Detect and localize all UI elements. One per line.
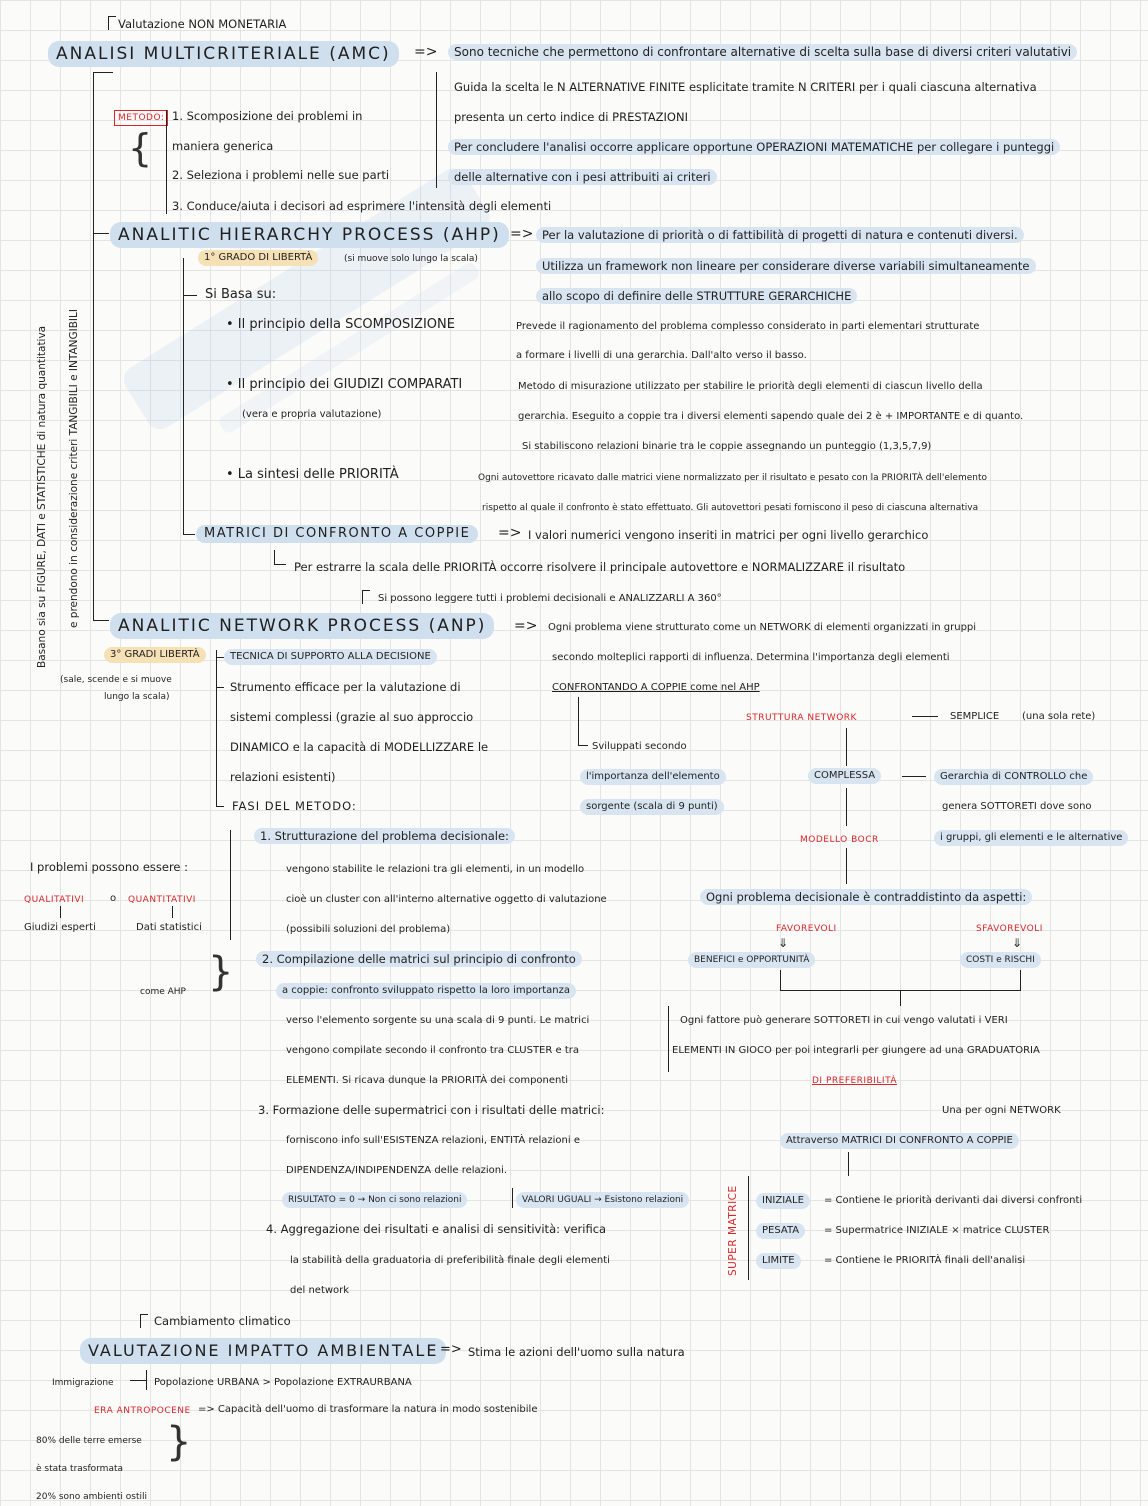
ahp-giudizi: • Il principio dei GIUDIZI COMPARATI bbox=[226, 377, 463, 392]
fase-1-body-1: cioè un cluster con all'interno alternative oggetto di valutazione bbox=[286, 894, 607, 905]
anp-complessa-desc-2: i gruppi, gli elementi e le alternative bbox=[934, 830, 1128, 846]
fase-3-head: 3. Formazione delle supermatrici con i risultati delle matrici: bbox=[258, 1103, 605, 1117]
anp-title: ANALITIC NETWORK PROCESS (ANP) bbox=[110, 613, 494, 639]
fase-1-body-0: vengono stabilite le relazioni tra gli elementi, in un modello bbox=[286, 864, 585, 875]
fase-2-body-1: verso l'elemento sorgente su una scala di 9 punti. Le matrici bbox=[286, 1015, 590, 1026]
anp-arrow: => bbox=[514, 618, 538, 634]
metodo-item-1: 1. Scomposizione dei problemi in bbox=[172, 109, 363, 123]
supermatrice-pesata-name: PESATA bbox=[756, 1223, 805, 1239]
fase-4-head: 4. Aggregazione dei risultati e analisi di sensitività: verifica bbox=[266, 1222, 607, 1236]
supermatrice-iniziale-name: INIZIALE bbox=[756, 1193, 810, 1209]
anp-come-ahp: come AHP bbox=[140, 987, 186, 997]
anp-tecnica: TECNICA DI SUPPORTO ALLA DECISIONE bbox=[224, 649, 437, 665]
via-immigrazione: Immigrazione bbox=[52, 1378, 114, 1388]
fase-4-body-1: del network bbox=[290, 1285, 350, 1296]
anp-struttura-label: STRUTTURA NETWORK bbox=[746, 713, 857, 723]
anp-liberta: 3° GRADI LIBERTÀ bbox=[104, 647, 206, 663]
ahp-scomposizione-desc-1: a formare i livelli di una gerarchia. Dall'alto verso il basso. bbox=[516, 350, 807, 361]
anp-desc-1: secondo molteplici rapporti di influenza. Determina l'importanza degli elementi bbox=[552, 652, 950, 663]
anp-semplice: SEMPLICE bbox=[950, 711, 1000, 722]
ahp-liberta: 1° GRADO DI LIBERTÀ bbox=[198, 250, 318, 266]
supermatrice-limite-name: LIMITE bbox=[756, 1253, 801, 1269]
via-stat-0: 80% delle terre emerse bbox=[36, 1436, 142, 1446]
anp-fattore-0: Ogni fattore può generare SOTTORETI in cui vengo valutati i VERI bbox=[680, 1015, 1008, 1026]
anc-desc-3: Per concludere l'analisi occorre applicare opportune OPERAZIONI MATEMATICHE per collegare i punteggi bbox=[448, 139, 1060, 155]
via-pre-label: Cambiamento climatico bbox=[154, 1314, 291, 1328]
fase-2-body-3: ELEMENTI. Si ricava dunque la PRIORITÀ dei componenti bbox=[286, 1075, 569, 1086]
fase-3-body-1: DIPENDENZA/INDIPENDENZA delle relazioni. bbox=[286, 1165, 508, 1176]
via-popolazione: Popolazione URBANA > Popolazione EXTRAURBANA bbox=[154, 1377, 412, 1388]
ahp-desc-2: allo scopo di definire delle STRUTTURE GERARCHICHE bbox=[536, 288, 857, 304]
via-era: ERA ANTROPOCENE bbox=[94, 1406, 191, 1416]
anp-una-per: Una per ogni NETWORK bbox=[942, 1105, 1061, 1116]
anp-desc-0: Ogni problema viene strutturato come un NETWORK di elementi organizzati in gruppi bbox=[548, 622, 977, 633]
ahp-giudizi-desc-1: gerarchia. Eseguito a coppie tra i diversi elementi sapendo quale dei 2 è + IMPORTANTE e di quanto. bbox=[518, 411, 1024, 422]
anp-fattore-1: ELEMENTI IN GIOCO per poi integrarli per giungere ad una GRADUATORIA bbox=[672, 1045, 1040, 1056]
side-text-2: e prendono in considerazione criteri TANGIBILI e INTANGIBILI bbox=[68, 309, 80, 628]
ahp-matrici-arrow: => bbox=[498, 525, 522, 541]
anp-sviluppati-1: l'importanza dell'elemento bbox=[580, 769, 726, 785]
metodo-item-3: 3. Conduce/aiuta i decisori ad esprimere l'intensità degli elementi bbox=[172, 199, 552, 213]
anc-title: ANALISI MULTICRITERIALE (AMC) bbox=[48, 41, 399, 67]
ahp-arrow: => bbox=[510, 226, 534, 242]
anp-attraverso: Attraverso MATRICI DI CONFRONTO A COPPIE bbox=[780, 1133, 1019, 1149]
anp-favorevoli: FAVOREVOLI bbox=[776, 924, 837, 934]
anp-desc-2: CONFRONTANDO A COPPIE come nel AHP bbox=[552, 682, 760, 693]
anp-giudizi-esperti: Giudizi esperti bbox=[24, 922, 96, 933]
anp-strumento-1: sistemi complessi (grazie al suo approccio bbox=[230, 710, 474, 724]
metodo-item-2: 2. Seleziona i problemi nelle sue parti bbox=[172, 168, 390, 182]
ahp-giudizi-desc-0: Metodo di misurazione utilizzato per stabilire le priorità degli elementi di ciascun livello della bbox=[518, 381, 983, 392]
ahp-matrici-sub: Per estrarre la scala delle PRIORITÀ occorre risolvere il principale autovettore e NORMALIZZARE il risultato bbox=[294, 560, 906, 574]
anp-problemi: I problemi possono essere : bbox=[30, 860, 189, 874]
anp-semplice-note: (una sola rete) bbox=[1022, 711, 1096, 722]
anp-pre-label: Si possono leggere tutti i problemi decisionali e ANALIZZARLI A 360° bbox=[378, 593, 722, 604]
fase-3-risultato: RISULTATO = 0 → Non ci sono relazioni bbox=[282, 1192, 467, 1208]
anp-qualitativi: QUALITATIVI bbox=[24, 895, 85, 905]
fase-3-valori: VALORI UGUALI → Esistono relazioni bbox=[516, 1192, 689, 1208]
anp-liberta-note-0: (sale, scende e si muove bbox=[60, 675, 172, 685]
anp-bocr: MODELLO BOCR bbox=[800, 835, 879, 845]
anp-complessa-desc-1: genera SOTTORETI dove sono bbox=[942, 801, 1092, 812]
via-stat-1: è stata trasformata bbox=[36, 1464, 124, 1474]
anp-sfavorevoli: SFAVOREVOLI bbox=[976, 924, 1043, 934]
metodo-brace-icon: { bbox=[128, 126, 153, 170]
metodo-item-1b: maniera generica bbox=[172, 139, 274, 153]
fase-2-head: 2. Compilazione delle matrici sul principio di confronto bbox=[256, 951, 582, 967]
ahp-giudizi-note: (vera e propria valutazione) bbox=[242, 409, 382, 420]
brace-icon: } bbox=[166, 1419, 192, 1465]
anc-pre-label: Valutazione NON MONETARIA bbox=[118, 17, 287, 31]
via-arrow: => bbox=[440, 1342, 462, 1357]
fase-2-body-0: a coppie: confronto sviluppato rispetto la loro importanza bbox=[276, 983, 576, 999]
supermatrice-pesata-desc: = Supermatrice INIZIALE × matrice CLUSTER bbox=[824, 1225, 1050, 1236]
anp-quantitativi: QUANTITATIVI bbox=[128, 895, 196, 905]
ahp-giudizi-desc-2: Si stabiliscono relazioni binarie tra le coppie assegnando un punteggio (1,3,5,7,9) bbox=[522, 441, 932, 452]
via-era-desc: => Capacità dell'uomo di trasformare la natura in modo sostenibile bbox=[198, 1404, 538, 1415]
side-text-1: Basano sia su FIGURE, DATI e STATISTICHE di natura quantitativa bbox=[36, 325, 48, 668]
anp-liberta-note-1: lungo la scala) bbox=[104, 692, 170, 702]
anp-fattore-2: DI PREFERIBILITÀ bbox=[812, 1076, 898, 1086]
supermatrice-iniziale-desc: = Contiene le priorità derivanti dai diversi confronti bbox=[824, 1195, 1083, 1206]
ahp-scomposizione: • Il principio della SCOMPOSIZIONE bbox=[226, 317, 455, 332]
fase-1-body-2: (possibili soluzioni del problema) bbox=[286, 924, 451, 935]
anp-strumento-0: Strumento efficace per la valutazione di bbox=[230, 680, 461, 694]
fase-3-body-0: forniscono info sull'ESISTENZA relazioni, ENTITÀ relazioni e bbox=[286, 1135, 580, 1146]
ahp-si-basa: Si Basa su: bbox=[205, 287, 277, 302]
ahp-scomposizione-desc-0: Prevede il ragionamento del problema complesso considerato in parti elementari strutturate bbox=[516, 321, 980, 332]
anp-benefici: BENEFICI e OPPORTUNITÀ bbox=[688, 952, 815, 968]
ahp-title: ANALITIC HIERARCHY PROCESS (AHP) bbox=[110, 222, 509, 248]
anp-fasi: FASI DEL METODO: bbox=[232, 799, 357, 813]
anp-strumento-3: relazioni esistenti) bbox=[230, 770, 336, 784]
anp-sviluppati-2: sorgente (scala di 9 punti) bbox=[580, 799, 724, 815]
ahp-matrici: MATRICI DI CONFRONTO A COPPIE bbox=[196, 525, 478, 543]
arrow-down-icon: ⇓ bbox=[1012, 936, 1023, 950]
ahp-sintesi-desc-1: rispetto al quale il confronto è stato effettuato. Gli autovettori pesati forniscono il peso di ciascuna alternativa bbox=[482, 503, 979, 513]
anp-costi: COSTI e RISCHI bbox=[960, 952, 1041, 968]
metodo-label: METODO: bbox=[114, 110, 168, 126]
anp-sviluppati-0: Sviluppati secondo bbox=[592, 741, 687, 752]
anc-desc-0: Sono tecniche che permettono di confrontare alternative di scelta sulla base di diversi criteri valutativi bbox=[448, 44, 1077, 60]
fase-1-head: 1. Strutturazione del problema decisionale: bbox=[254, 828, 515, 844]
ahp-matrici-desc: I valori numerici vengono inseriti in matrici per ogni livello gerarchico bbox=[528, 528, 929, 542]
anp-supermatrice-label: SUPER MATRICE bbox=[727, 1185, 739, 1276]
anp-complessa-desc-0: Gerarchia di CONTROLLO che bbox=[934, 769, 1093, 785]
anp-strumento-2: DINAMICO e la capacità di MODELLIZZARE le bbox=[230, 740, 489, 754]
via-desc: Stima le azioni dell'uomo sulla natura bbox=[468, 1345, 685, 1359]
ahp-liberta-note: (si muove solo lungo la scala) bbox=[344, 254, 478, 264]
anp-dati-statistici: Dati statistici bbox=[136, 922, 202, 933]
ahp-desc-1: Utilizza un framework non lineare per considerare diverse variabili simultaneamente bbox=[536, 258, 1036, 274]
via-title: VALUTAZIONE IMPATTO AMBIENTALE bbox=[80, 1338, 446, 1364]
ahp-desc-0: Per la valutazione di priorità o di fattibilità di progetti di natura e contenuti diversi. bbox=[536, 227, 1024, 243]
anc-arrow: => bbox=[414, 44, 438, 60]
ahp-sintesi: • La sintesi delle PRIORITÀ bbox=[226, 467, 399, 482]
anc-desc-1: Guida la scelta le N ALTERNATIVE FINITE esplicitate tramite N CRITERI per i quali ciascuna alternativa bbox=[454, 80, 1037, 94]
fase-2-body-2: vengono compilate secondo il confronto tra CLUSTER e tra bbox=[286, 1045, 579, 1056]
anc-desc-4: delle alternative con i pesi attribuiti ai criteri bbox=[448, 169, 717, 185]
anp-complessa: COMPLESSA bbox=[808, 768, 881, 784]
anp-aspetti: Ogni problema decisionale è contraddistinto da aspetti: bbox=[700, 889, 1032, 905]
via-stat-2: 20% sono ambienti ostili bbox=[36, 1492, 147, 1502]
anc-desc-2: presenta un certo indice di PRESTAZIONI bbox=[454, 110, 688, 124]
brace-icon: } bbox=[208, 949, 234, 995]
fase-4-body-0: la stabilità della graduatoria di preferibilità finale degli elementi bbox=[290, 1255, 610, 1266]
supermatrice-limite-desc: = Contiene le PRIORITÀ finali dell'analisi bbox=[824, 1255, 1026, 1266]
anp-o: o bbox=[110, 893, 117, 904]
ahp-sintesi-desc-0: Ogni autovettore ricavato dalle matrici viene normalizzato per il risultato e pesato con la PRIORITÀ dell'elemento bbox=[478, 473, 987, 483]
arrow-down-icon: ⇓ bbox=[778, 936, 789, 950]
